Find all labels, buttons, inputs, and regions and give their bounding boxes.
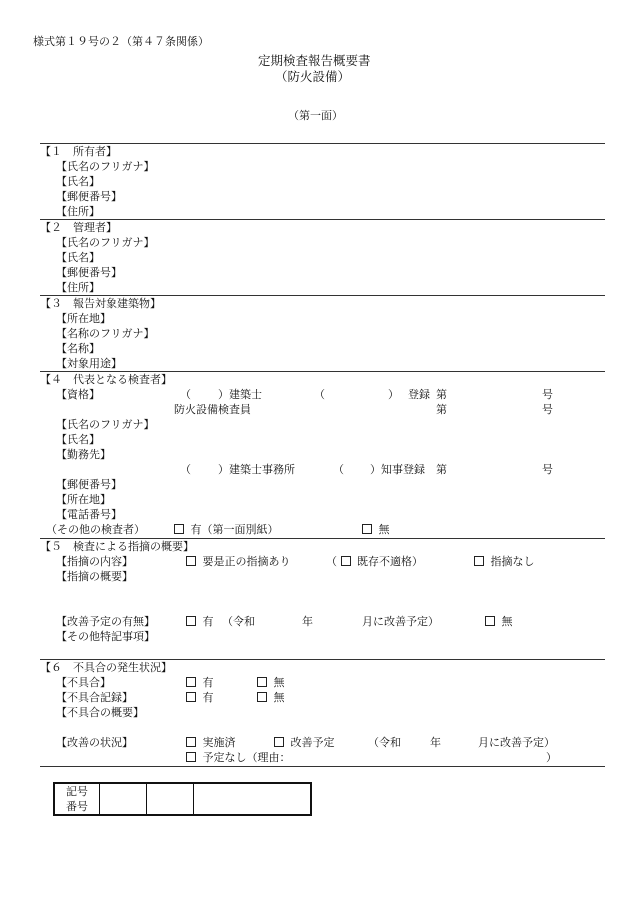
section-4-heading: 【４ 代表となる検査者】 xyxy=(40,373,172,386)
other-inspectors-label: （その他の検査者） xyxy=(46,523,145,536)
workplace-address-label: 【所在地】 xyxy=(56,493,111,506)
code-cell[interactable] xyxy=(100,783,147,815)
defect-yes-label: 有 xyxy=(202,676,214,689)
existing-paren: （ xyxy=(326,555,337,568)
status-done-label: 実施済 xyxy=(202,736,236,749)
improvement-plan-no-label: 無 xyxy=(501,615,513,628)
number-suffix: 号 xyxy=(542,463,553,476)
status-none-close: ） xyxy=(546,751,557,764)
checkbox[interactable] xyxy=(186,556,196,566)
no-finding-label: 指摘なし xyxy=(490,555,535,568)
office-paren: （ xyxy=(180,463,191,476)
inspector-name-label: 【氏名】 xyxy=(56,433,100,446)
code-number-box xyxy=(53,782,312,816)
checkbox[interactable] xyxy=(186,737,196,747)
workplace-phone-label: 【電話番号】 xyxy=(56,508,122,521)
finding-summary-label: 【指摘の概要】 xyxy=(56,570,133,583)
existing-nonconforming-label: 既存不適格） xyxy=(357,555,423,568)
governor-paren: （ xyxy=(333,463,344,476)
governor-registration-label: ）知事登録 xyxy=(370,463,425,476)
owner-name-label: 【氏名】 xyxy=(56,175,100,188)
checkbox[interactable] xyxy=(186,752,196,762)
divider xyxy=(40,219,605,220)
record-yes-label: 有 xyxy=(202,691,214,704)
workplace-label: 【勤務先】 xyxy=(56,448,111,461)
registration-paren-close: ） xyxy=(388,388,399,401)
defect-label: 【不具合】 xyxy=(56,676,111,689)
improvement-plan-yes xyxy=(186,616,214,627)
checkbox[interactable] xyxy=(174,524,184,534)
existing-nonconforming-option xyxy=(326,556,423,567)
checkbox[interactable] xyxy=(362,524,372,534)
building-location-label: 【所在地】 xyxy=(56,312,111,325)
inspector-furigana-label: 【氏名のフリガナ】 xyxy=(56,418,155,431)
owner-address-label: 【住所】 xyxy=(56,205,100,218)
code-cell[interactable] xyxy=(147,783,194,815)
building-name-label: 【名称】 xyxy=(56,342,100,355)
section-5-heading: 【５ 検査による指摘の概要】 xyxy=(40,540,194,553)
checkbox[interactable] xyxy=(274,737,284,747)
divider xyxy=(40,538,605,539)
status-month-label: 月に改善予定） xyxy=(478,736,555,749)
defect-summary-label: 【不具合の概要】 xyxy=(56,706,144,719)
checkbox[interactable] xyxy=(474,556,484,566)
section-1-heading: 【１ 所有者】 xyxy=(40,145,117,158)
qualification-paren: （ xyxy=(180,388,191,401)
manager-postal-label: 【郵便番号】 xyxy=(56,266,122,279)
architect-office-label: ）建築士事務所 xyxy=(218,463,295,476)
other-inspectors-no xyxy=(362,524,390,535)
divider xyxy=(40,371,605,372)
form-number: 様式第１９号の２（第４７条関係） xyxy=(33,35,209,48)
status-reiwa-label: （令和 xyxy=(368,736,401,749)
status-planned xyxy=(274,737,335,748)
manager-name-label: 【氏名】 xyxy=(56,251,100,264)
checkbox[interactable] xyxy=(257,677,267,687)
status-planned-label: 改善予定 xyxy=(290,736,335,749)
other-notes-label: 【その他特記事項】 xyxy=(56,630,155,643)
registration-label: 登録 xyxy=(408,388,430,401)
owner-postal-label: 【郵便番号】 xyxy=(56,190,122,203)
defect-no xyxy=(257,677,285,688)
building-usage-label: 【対象用途】 xyxy=(56,357,122,370)
divider xyxy=(40,766,605,767)
checkbox[interactable] xyxy=(341,556,351,566)
checkbox[interactable] xyxy=(485,616,495,626)
needs-correction-label: 要是正の指摘あり xyxy=(202,555,291,568)
architect-label: ）建築士 xyxy=(218,388,262,401)
plan-year-label: 年 xyxy=(302,615,313,628)
defect-record-label: 【不具合記録】 xyxy=(56,691,133,704)
other-inspectors-no-label: 無 xyxy=(378,523,390,536)
number-prefix: 第 xyxy=(436,388,447,401)
qualification-label: 【資格】 xyxy=(56,388,100,401)
improvement-plan-yes-label: 有 xyxy=(202,615,214,628)
status-year-label: 年 xyxy=(430,736,441,749)
manager-furigana-label: 【氏名のフリガナ】 xyxy=(56,236,155,249)
status-none xyxy=(186,752,291,763)
plan-reiwa-label: （令和 xyxy=(222,615,255,628)
checkbox[interactable] xyxy=(186,616,196,626)
record-yes xyxy=(186,692,214,703)
page-indicator: （第一面） xyxy=(288,109,343,122)
checkbox[interactable] xyxy=(186,692,196,702)
building-furigana-label: 【名称のフリガナ】 xyxy=(56,327,155,340)
record-no-label: 無 xyxy=(273,691,285,704)
divider xyxy=(40,659,605,660)
finding-content-label: 【指摘の内容】 xyxy=(56,555,133,568)
plan-month-label: 月に改善予定） xyxy=(362,615,439,628)
checkbox[interactable] xyxy=(186,677,196,687)
divider xyxy=(40,295,605,296)
needs-correction-option xyxy=(186,556,291,567)
number-suffix: 号 xyxy=(542,403,553,416)
number-prefix: 第 xyxy=(436,463,447,476)
checkbox[interactable] xyxy=(257,692,267,702)
divider xyxy=(40,143,605,144)
code-label: 記号 xyxy=(66,785,88,798)
improvement-plan-label: 【改善予定の有無】 xyxy=(56,615,155,628)
defect-no-label: 無 xyxy=(273,676,285,689)
section-6-heading: 【６ 不具合の発生状況】 xyxy=(40,661,172,674)
improvement-plan-no xyxy=(485,616,513,627)
status-done xyxy=(186,737,236,748)
fire-inspector-label: 防火設備検査員 xyxy=(174,403,251,416)
owner-furigana-label: 【氏名のフリガナ】 xyxy=(56,160,155,173)
improvement-status-label: 【改善の状況】 xyxy=(56,736,133,749)
document-title: 定期検査報告概要書 xyxy=(258,53,371,68)
number-label: 番号 xyxy=(66,800,88,813)
registration-paren: （ xyxy=(314,388,325,401)
workplace-postal-label: 【郵便番号】 xyxy=(56,478,122,491)
section-2-heading: 【２ 管理者】 xyxy=(40,221,117,234)
manager-address-label: 【住所】 xyxy=(56,281,100,294)
defect-yes xyxy=(186,677,214,688)
other-inspectors-yes-label: 有（第一面別紙） xyxy=(190,523,279,536)
number-prefix: 第 xyxy=(436,403,447,416)
status-none-label: 予定なし（理由： xyxy=(202,751,291,764)
number-cell[interactable] xyxy=(194,783,312,815)
section-3-heading: 【３ 報告対象建築物】 xyxy=(40,297,161,310)
other-inspectors-yes xyxy=(174,524,279,535)
code-number-label xyxy=(54,783,100,815)
no-finding-option xyxy=(474,556,535,567)
number-suffix: 号 xyxy=(542,388,553,401)
document-subtitle: （防火設備） xyxy=(275,69,351,84)
record-no xyxy=(257,692,285,703)
